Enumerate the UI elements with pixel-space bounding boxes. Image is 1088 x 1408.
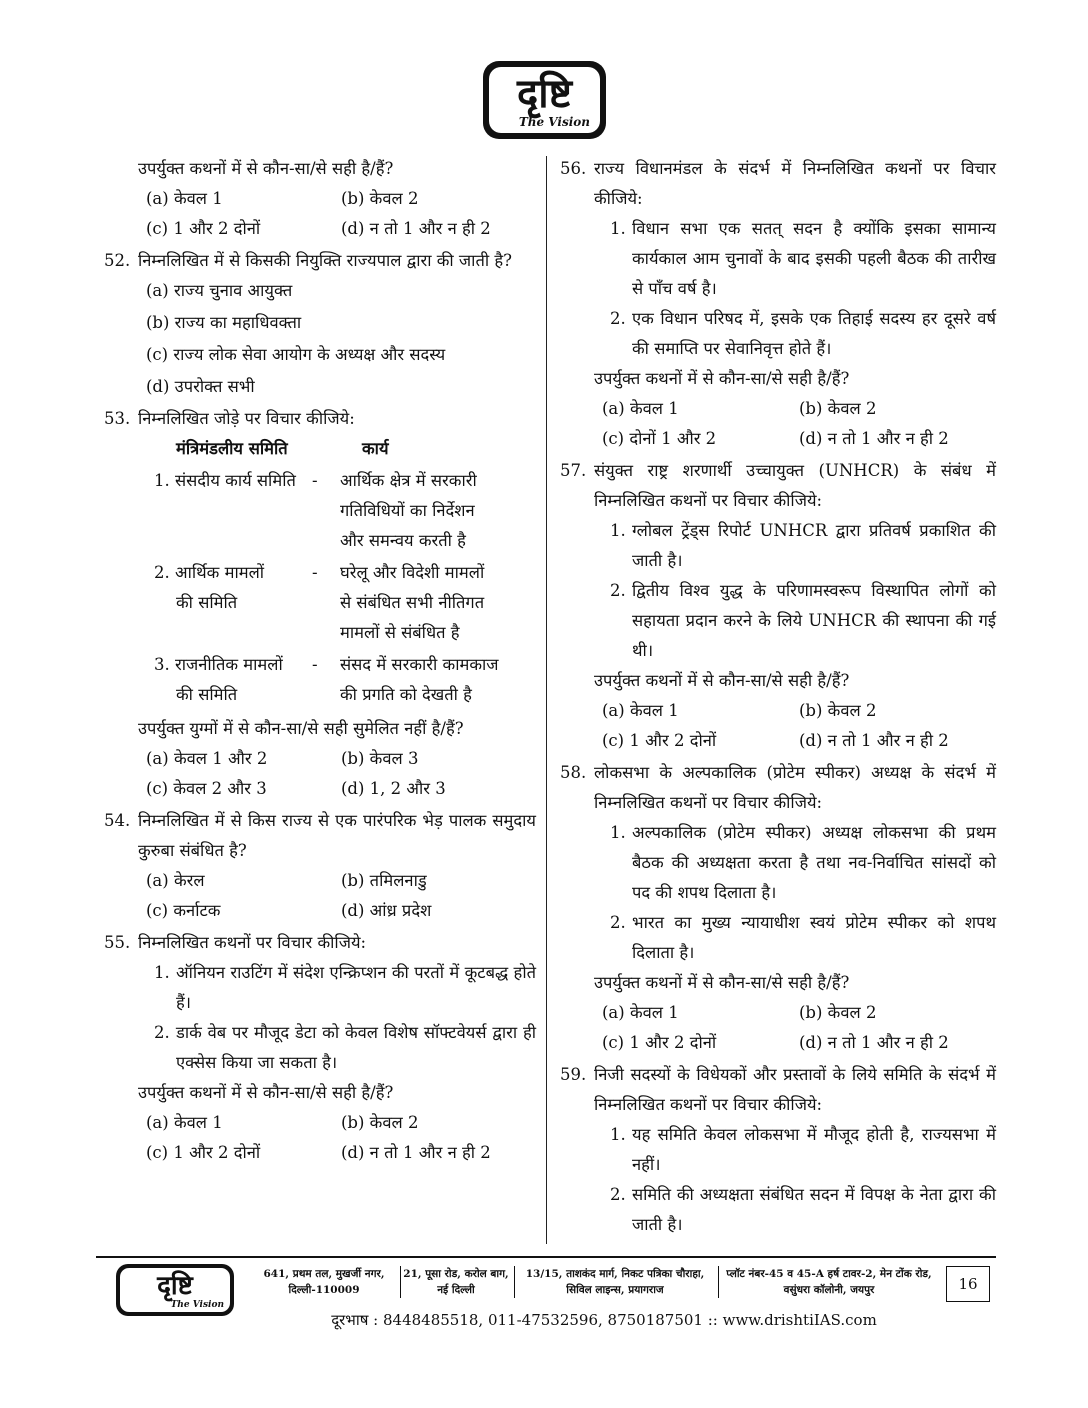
question-58 (560, 758, 996, 818)
option: (c) राज्य लोक सेवा आयोग के अध्यक्ष और सदस्य (146, 345, 446, 364)
question-56 (560, 154, 996, 214)
q54-options (104, 866, 536, 926)
statement: 2. भारत का मुख्य न्यायाधीश स्वयं प्रोटेम स्पीकर को शपथ दिलाता है। (610, 913, 996, 962)
question-text: राज्य विधानमंडल के संदर्भ में निम्नलिखित कथनों पर विचार कीजिये: (594, 159, 996, 208)
option: (a) राज्य चुनाव आयुक्त (146, 281, 293, 300)
q52-options (104, 276, 536, 402)
committee-cell: 3. राजनीतिक मामलों की समिति (154, 655, 283, 704)
option: (d) न तो 1 और न ही 2 (341, 1143, 491, 1162)
logo-tagline: The Vision (170, 1300, 224, 1310)
q51-question-tail: उपर्युक्त कथनों में से कौन-सा/से सही है/हैं? (138, 159, 394, 178)
q53-ask: उपर्युक्त युग्मों में से कौन-सा/से सही सुमेलित नहीं है/हैं? (138, 719, 464, 738)
option: (a) केवल 1 (146, 189, 223, 208)
q58-options (560, 998, 996, 1058)
q55-ask: उपर्युक्त कथनों में से कौन-सा/से सही है/हैं? (138, 1083, 394, 1102)
question-text: निम्नलिखित में से किसकी नियुक्ति राज्यपाल द्वारा की जाती है? (138, 251, 512, 270)
address-delhi-karol-bagh: 21, पूसा रोड, करोल बाग, नई दिल्ली (400, 1266, 511, 1298)
q56-ask: उपर्युक्त कथनों में से कौन-सा/से सही है/हैं? (594, 369, 850, 388)
question-52 (104, 246, 536, 276)
question-number: 56. (560, 159, 587, 178)
committee-cell: 2. आर्थिक मामलों की समिति (154, 563, 265, 612)
q51-options (104, 184, 536, 244)
address-prayagraj: 13/15, ताशकंद मार्ग, निकट पत्रिका चौराहा, सिविल लाइन्स, प्रयागराज (514, 1266, 715, 1298)
logo-word: दृष्टि (157, 1271, 193, 1301)
statement: 1. यह समिति केवल लोकसभा में मौजूद होती है, राज्यसभा में नहीं। (610, 1125, 996, 1174)
question-text: संयुक्त राष्ट्र शरणार्थी उच्चायुक्त (UNHCR) के संबंध में निम्नलिखित कथनों पर विचार कीजिये: (594, 461, 996, 510)
option: (c) 1 और 2 दोनों (146, 219, 261, 238)
question-number: 52. (104, 251, 131, 270)
question-number: 53. (104, 409, 131, 428)
q57-options (560, 696, 996, 756)
table-row: 1. संसदीय कार्य समिति - आर्थिक क्षेत्र में सरकारी गतिविधियों का निर्देशन और समन्वय करती है (154, 466, 536, 556)
statement: 2. डार्क वेब पर मौजूद डेटा को केवल विशेष सॉफ्टवेयर्स द्वारा ही एक्सेस किया जा सकता है। (154, 1023, 536, 1072)
address-jaipur: प्लॉट नंबर-45 व 45-A हर्ष टावर-2, मेन टोंक रोड, वसुंधरा कॉलोनी, जयपुर (718, 1266, 939, 1298)
option: (b) केवल 2 (341, 1113, 419, 1132)
statement: 2. एक विधान परिषद में, इसके एक तिहाई सदस्य हर दूसरे वर्ष की समाप्ति पर सेवानिवृत्त होते हैं। (610, 309, 996, 358)
option: (a) केवल 1 (146, 1113, 223, 1132)
drishti-logo (483, 61, 606, 139)
option: (c) 1 और 2 दोनों (602, 1033, 717, 1052)
q55-options (104, 1108, 536, 1168)
option: (a) केवल 1 (602, 399, 679, 418)
question-55 (104, 928, 536, 958)
option: (c) दोनों 1 और 2 (602, 429, 717, 448)
address-delhi-mukherjee-nagar: 641, प्रथम तल, मुखर्जी नगर, दिल्ली-110009 (263, 1268, 385, 1296)
header-committee: मंत्रिमंडलीय समिति (176, 439, 288, 458)
option: (c) केवल 2 और 3 (146, 779, 267, 798)
option: (a) केवल 1 और 2 (146, 749, 268, 768)
table-header (154, 434, 536, 464)
statement: 1. अल्पकालिक (प्रोटेम स्पीकर) अध्यक्ष लोकसभा की प्रथम बैठक की अध्यक्षता करता है तथा नव-निर्वाचित सांसदों को पद की शपथ दिलाता है। (610, 823, 996, 902)
option: (a) केवल 1 (602, 1003, 679, 1022)
statement: 1. ग्लोबल ट्रेंड्स रिपोर्ट UNHCR द्वारा प्रतिवर्ष प्रकाशित की जाती है। (610, 521, 996, 570)
q57-ask: उपर्युक्त कथनों में से कौन-सा/से सही है/हैं? (594, 671, 850, 690)
table-row: 2. आर्थिक मामलों की समिति - घरेलू और विदेशी मामलों से संबंधित सभी नीतिगत मामलों से संबंधित है (154, 558, 536, 648)
option: (d) न तो 1 और न ही 2 (799, 731, 949, 750)
logo-tagline: The Vision (518, 115, 590, 129)
option: (c) कर्नाटक (146, 901, 221, 920)
statement: 1. विधान सभा एक सतत् सदन है क्योंकि इसका सामान्य कार्यकाल आम चुनावों के बाद इसकी पहली बैठक की तारीख से पाँच वर्ष है। (610, 219, 996, 298)
page-number: 16 (946, 1266, 990, 1302)
q58-ask: उपर्युक्त कथनों में से कौन-सा/से सही है/हैं? (594, 973, 850, 992)
page-footer (96, 1256, 996, 1338)
option: (b) केवल 2 (799, 399, 877, 418)
q53-table (104, 434, 536, 710)
option: (b) केवल 3 (341, 749, 419, 768)
option: (a) केरल (146, 871, 205, 890)
question-text: निम्नलिखित जोड़े पर विचार कीजिये: (138, 409, 355, 428)
option: (d) उपरोक्त सभी (146, 377, 255, 396)
question-text: निम्नलिखित कथनों पर विचार कीजिये: (138, 933, 367, 952)
question-text: लोकसभा के अल्पकालिक (प्रोटेम स्पीकर) अध्यक्ष के संदर्भ में निम्नलिखित कथनों पर विचार कीजिये: (594, 763, 996, 812)
committee-cell: 1. संसदीय कार्य समिति (154, 471, 296, 490)
logo-word: दृष्टि (517, 70, 572, 117)
footer-logo (116, 1264, 234, 1316)
statement: 2. समिति की अध्यक्षता संबंधित सदन में विपक्ष के नेता द्वारा की जाती है। (610, 1185, 996, 1234)
question-text: निम्नलिखित में से किस राज्य से एक पारंपरिक भेड़ पालक समुदाय कुरुबा संबंधित है? (138, 811, 536, 860)
question-number: 54. (104, 811, 131, 830)
right-column (560, 154, 996, 1240)
option: (d) न तो 1 और न ही 2 (799, 1033, 949, 1052)
option: (b) केवल 2 (799, 701, 877, 720)
function-cell: आर्थिक क्षेत्र में सरकारी गतिविधियों का निर्देशन और समन्वय करती है (340, 471, 477, 550)
table-row: 3. राजनीतिक मामलों की समिति - संसद में सरकारी कामकाज की प्रगति को देखती है (154, 650, 536, 710)
question-59 (560, 1060, 996, 1120)
question-number: 58. (560, 763, 587, 782)
option: (d) 1, 2 और 3 (341, 779, 446, 798)
q53-options (104, 744, 536, 804)
q56-options (560, 394, 996, 454)
function-cell: संसद में सरकारी कामकाज की प्रगति को देखती है (340, 655, 499, 704)
column-divider (546, 156, 547, 1244)
header-function: कार्य (362, 439, 389, 458)
left-column (104, 154, 536, 1168)
question-number: 57. (560, 461, 587, 480)
option: (b) तमिलनाडु (341, 871, 427, 890)
statement: 2. द्वितीय विश्व युद्ध के परिणामस्वरूप विस्थापित लोगों को सहायता प्रदान करने के लिये UNHCR की स्थापना की गई थी। (610, 581, 996, 660)
option: (b) राज्य का महाधिवक्ता (146, 313, 302, 332)
statement: 1. ऑनियन राउटिंग में संदेश एन्क्रिप्शन की परतों में कूटबद्ध होते हैं। (154, 963, 536, 1012)
function-cell: घरेलू और विदेशी मामलों से संबंधित सभी नीतिगत मामलों से संबंधित है (340, 563, 485, 642)
option: (d) न तो 1 और न ही 2 (341, 219, 491, 238)
question-53 (104, 404, 536, 434)
option: (c) 1 और 2 दोनों (146, 1143, 261, 1162)
option: (d) आंध्र प्रदेश (341, 901, 432, 920)
question-number: 55. (104, 933, 131, 952)
option: (c) 1 और 2 दोनों (602, 731, 717, 750)
option: (a) केवल 1 (602, 701, 679, 720)
question-54 (104, 806, 536, 866)
option: (b) केवल 2 (799, 1003, 877, 1022)
option: (d) न तो 1 और न ही 2 (799, 429, 949, 448)
question-text: निजी सदस्यों के विधेयकों और प्रस्तावों के लिये समिति के संदर्भ में निम्नलिखित कथनों पर विचार कीजिये: (594, 1065, 996, 1114)
question-number: 59. (560, 1065, 587, 1084)
question-57 (560, 456, 996, 516)
contact-line: दूरभाष : 8448485518, 011-47532596, 8750187501 :: www.drishtiIAS.com (331, 1311, 877, 1329)
option: (b) केवल 2 (341, 189, 419, 208)
